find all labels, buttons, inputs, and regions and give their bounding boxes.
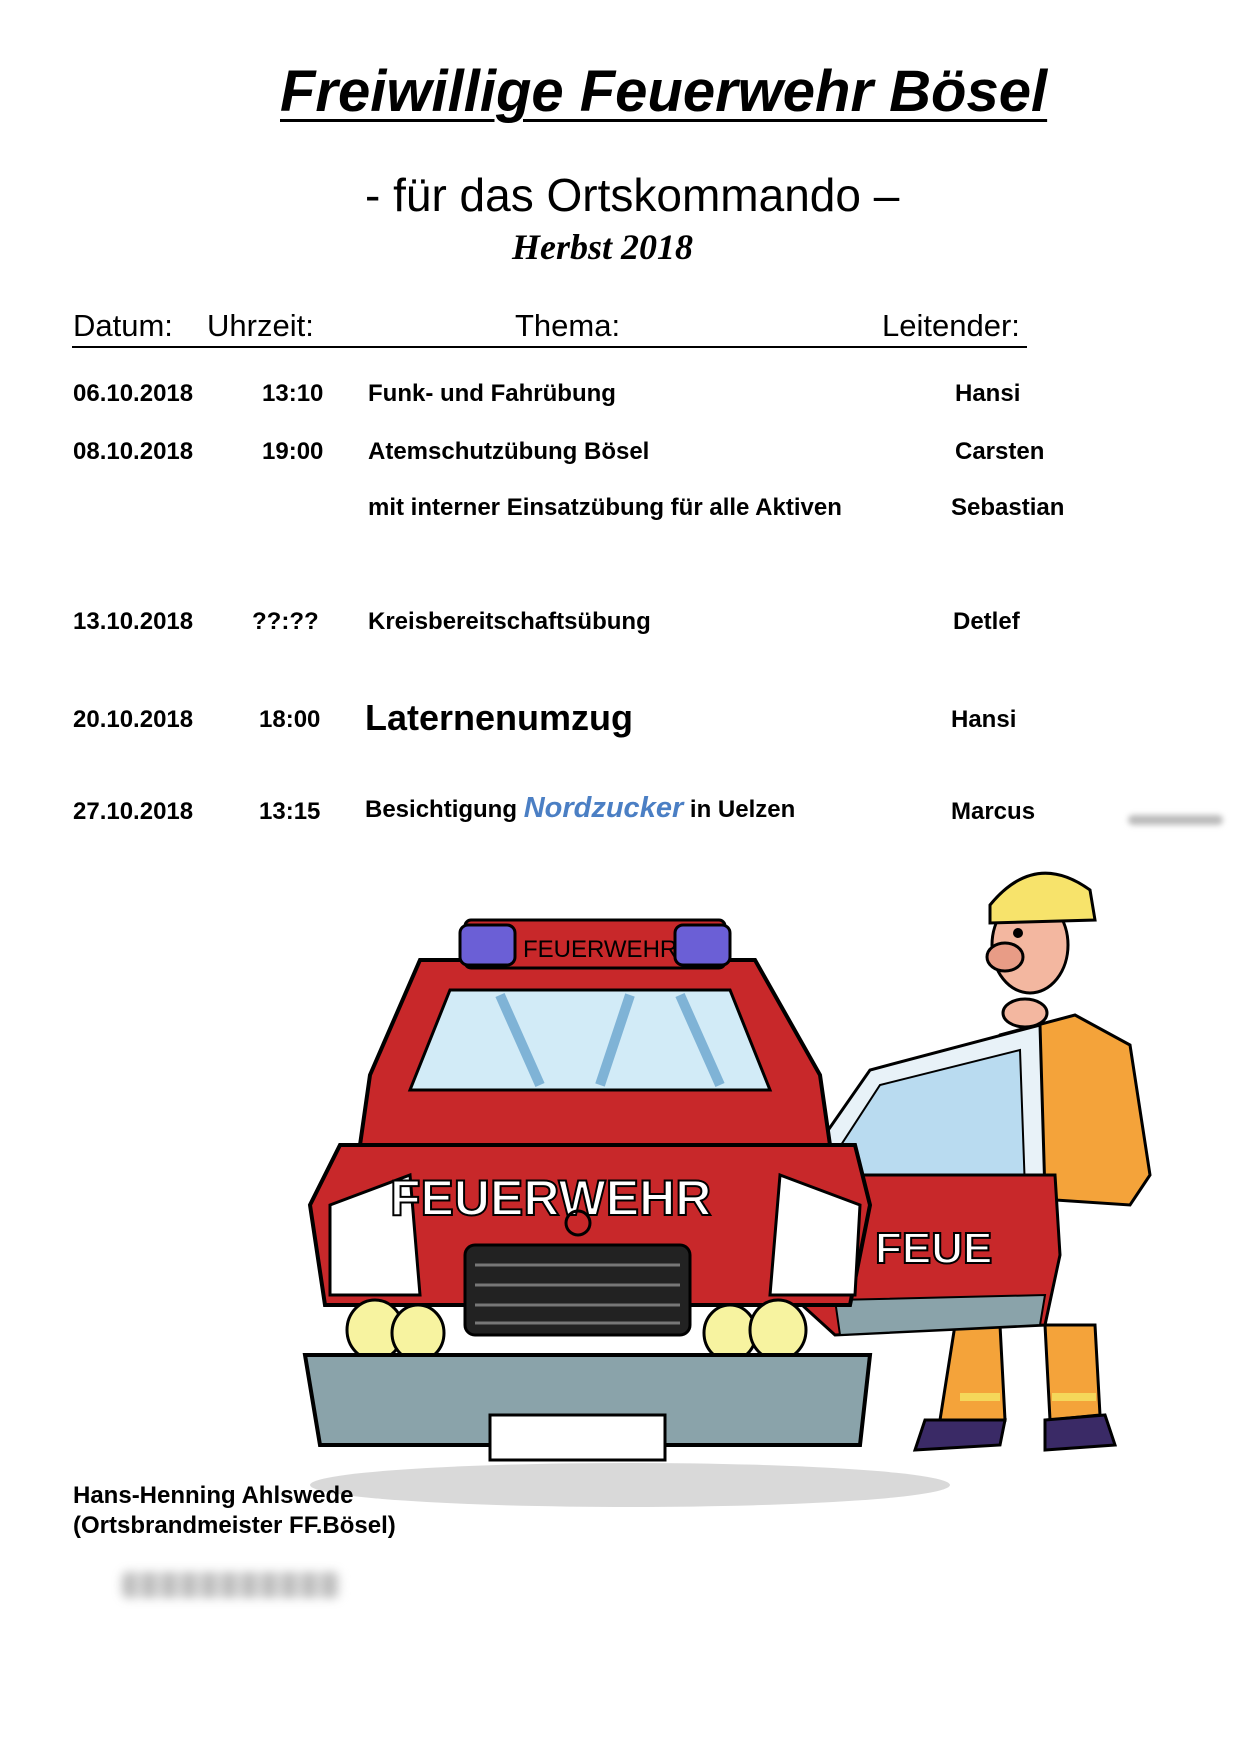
row-time: 18:00	[259, 706, 321, 733]
row-time: 19:00	[262, 438, 324, 465]
column-header-uhrzeit: Uhrzeit:	[207, 308, 314, 343]
roof-sign-label: FEUERWEHR	[523, 936, 678, 963]
page-title: Freiwillige Feuerwehr Bösel	[280, 59, 1048, 124]
header-divider	[72, 346, 1027, 348]
row-date: 13.10.2018	[73, 608, 194, 635]
row-leader: Detlef	[953, 608, 1020, 635]
roof-light-bar	[460, 920, 730, 968]
row-time: 13:10	[262, 380, 324, 407]
fire-car-illustration	[300, 845, 1180, 1515]
page-subtitle: - für das Ortskommando –	[365, 169, 900, 221]
signature-role: (Ortsbrandmeister FF.Bösel)	[73, 1512, 396, 1539]
row-topic: Funk- und Fahrübung	[368, 380, 616, 407]
row-leader: Hansi	[951, 706, 1017, 733]
row-topic	[365, 792, 795, 825]
row-topic-highlight: Laternenumzug	[365, 697, 634, 738]
topic-suffix: in Uelzen	[689, 796, 796, 823]
row-leader: Marcus	[951, 798, 1036, 825]
column-header-leitender: Leitender:	[882, 308, 1020, 343]
row-time: ??:??	[252, 608, 319, 635]
scan-smudge	[1128, 815, 1223, 825]
row-date: 27.10.2018	[73, 798, 194, 825]
row-leader: Hansi	[955, 380, 1021, 407]
row-date: 08.10.2018	[73, 438, 194, 465]
door-label: FEUE	[875, 1224, 993, 1273]
row-date: 06.10.2018	[73, 380, 194, 407]
column-header-thema: Thema:	[515, 308, 621, 343]
redacted-phone	[122, 1572, 340, 1598]
topic-prefix: Besichtigung	[365, 796, 518, 823]
row-topic: Atemschutzübung Bösel	[368, 438, 650, 465]
season-label: Herbst 2018	[512, 227, 694, 267]
hood-label: FEUERWEHR	[390, 1170, 712, 1226]
row-leader: Carsten	[955, 438, 1045, 465]
column-header-datum: Datum:	[73, 308, 173, 343]
row-leader: Sebastian	[951, 494, 1065, 521]
row-topic: Kreisbereitschaftsübung	[368, 608, 651, 635]
row-time: 13:15	[259, 798, 321, 825]
signature-name: Hans-Henning Ahlswede	[73, 1482, 354, 1509]
row-date: 20.10.2018	[73, 706, 194, 733]
brand-nordzucker: Nordzucker	[523, 792, 684, 824]
car-body	[305, 960, 870, 1460]
row-topic: mit interner Einsatzübung für alle Aktiven	[368, 494, 842, 521]
